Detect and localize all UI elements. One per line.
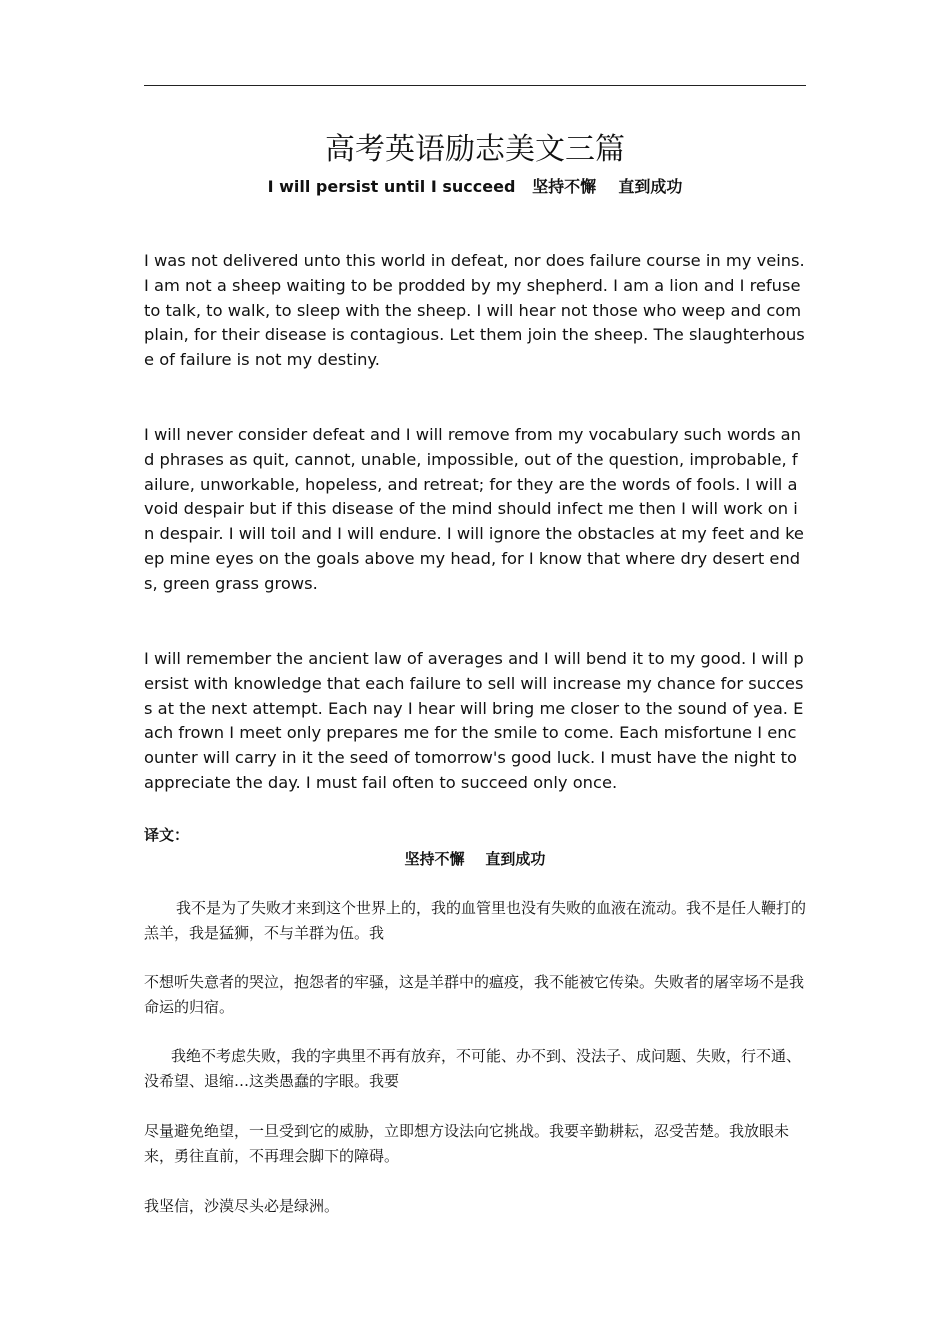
- english-paragraph-2: I will never consider defeat and I will remove from my vocabulary such words and phrases as quit, cannot, unable, impossible, out of the question, improbable, failure, unworkable, hopeless, and retreat; for they are the words of fools. I will avoid despair but if this disease of the mind should infect me then I will work on in despair. I will toil and I will endure. I will ignore the obstacles at my feet and keep mine eyes on the goals above my head, for I know that where dry desert ends, green grass grows.: [144, 425, 804, 593]
- document-title: 高考英语励志美文三篇: [325, 132, 625, 167]
- english-paragraph-3: I will remember the ancient law of averages and I will bend it to my good. I will persist with knowledge that each failure to sell will increase my chance for success at the next attempt. Each nay I hear will bring me closer to the sound of yea. Each frown I meet only prepares me for the smile to come. Each misfortune I encounter will carry in it the seed of tomorrow's good luck. I must have the night to appreciate the day. I must fail often to succeed only once.: [144, 649, 804, 792]
- document-subtitle: I will persist until I succeed 坚持不懈 直到成功: [267, 177, 683, 196]
- translation-label: 译文：: [144, 826, 190, 844]
- header-rule: [144, 85, 806, 86]
- chinese-paragraph-2: 不想听失意者的哭泣，抱怨者的牢骚，这是羊群中的瘟疫，我不能被它传染。失败者的屠宰场不是我命运的归宿。: [144, 973, 805, 1016]
- chinese-paragraph-5: 我坚信，沙漠尽头必是绿洲。: [144, 1197, 340, 1215]
- english-paragraph-1: I was not delivered unto this world in defeat, nor does failure course in my veins. I am not a sheep waiting to be prodded by my shepherd. I am a lion and I refuse to talk, to walk, to sleep with the sheep. I will hear not those who weep and complain, for their disease is contagious. Let them join the sheep. The slaughterhouse of failure is not my destiny.: [144, 251, 805, 370]
- chinese-paragraph-1: 我不是为了失败才来到这个世界上的，我的血管里也没有失败的血液在流动。我不是任人鞭打的羔羊，我是猛狮，不与羊群为伍。我: [144, 899, 807, 942]
- chinese-paragraph-4: 尽量避免绝望，一旦受到它的威胁，立即想方设法向它挑战。我要辛勤耕耘，忍受苦楚。我放眼未来，勇往直前，不再理会脚下的障碍。: [144, 1122, 790, 1165]
- translation-subtitle: 坚持不懈 直到成功: [404, 850, 546, 868]
- chinese-paragraph-3: 我绝不考虑失败，我的字典里不再有放弃，不可能、办不到、没法子、成问题、失败，行不通、没希望、退缩…这类愚蠢的字眼。我要: [144, 1047, 802, 1090]
